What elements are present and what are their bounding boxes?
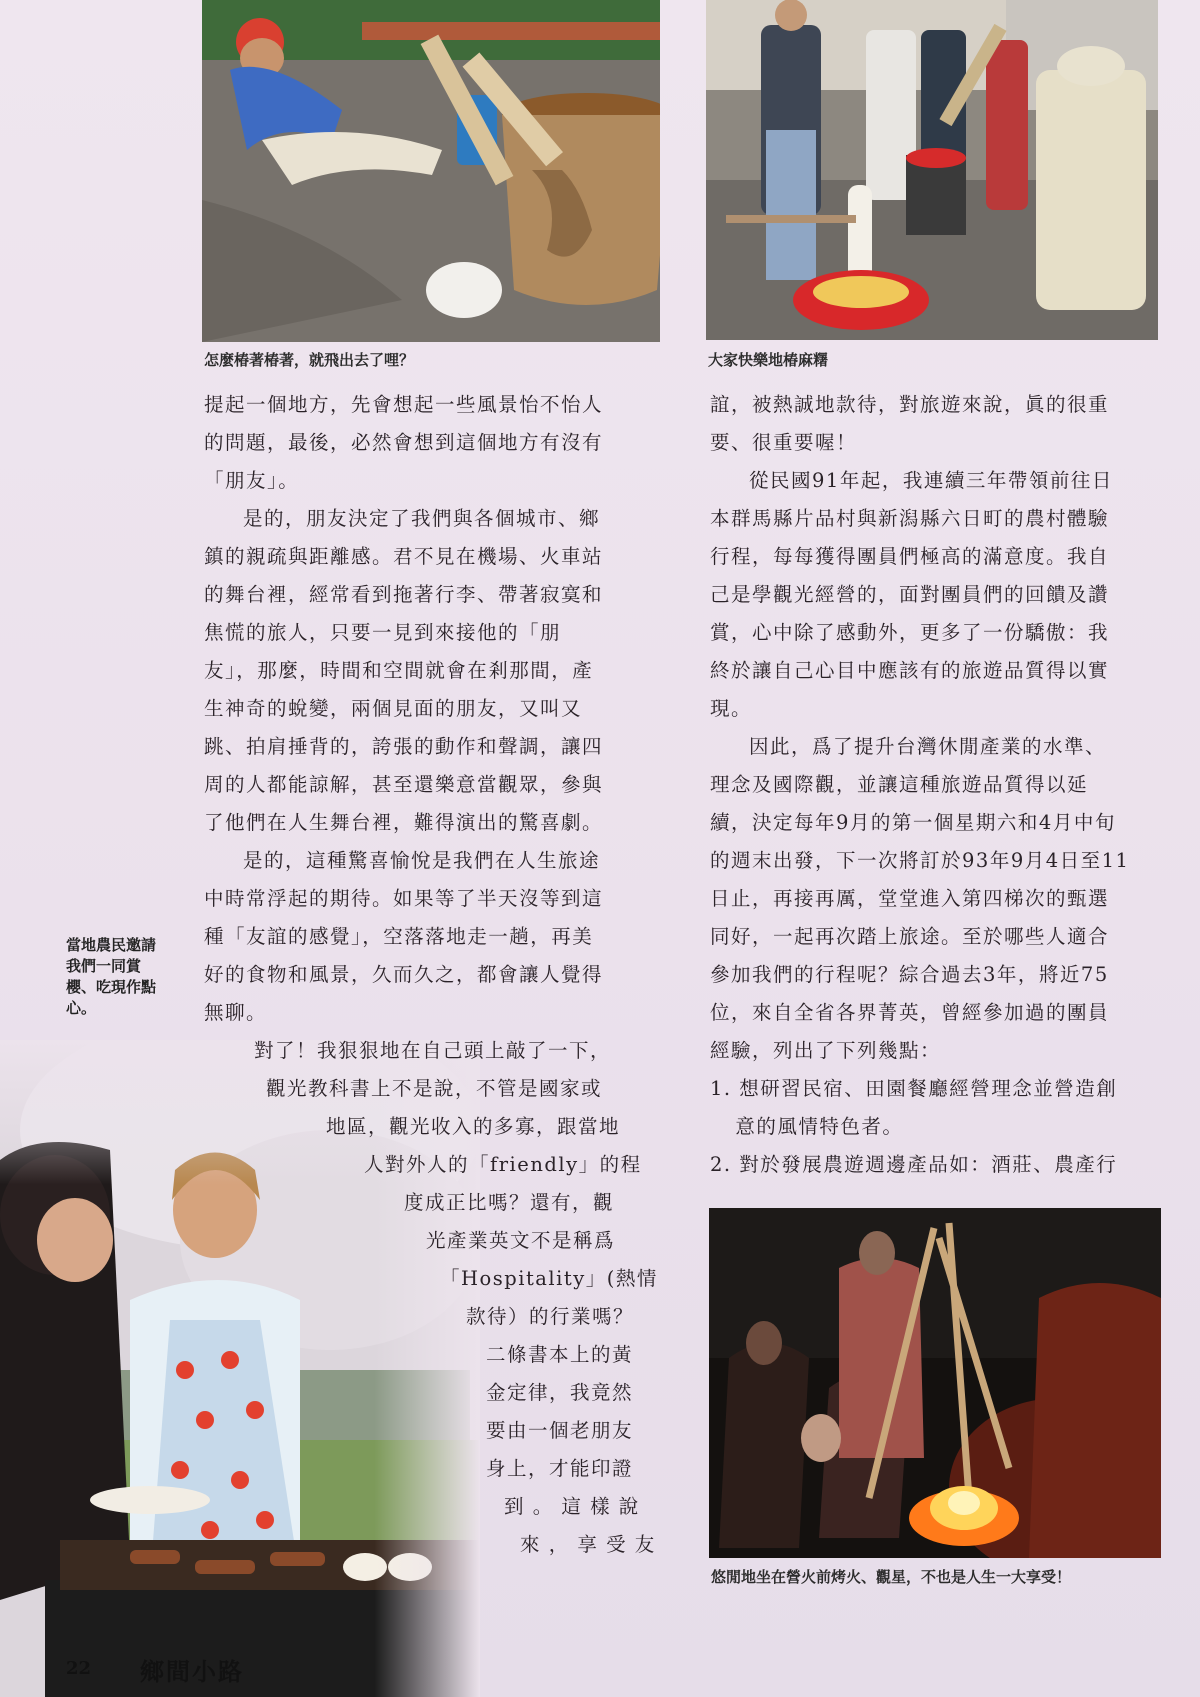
paragraph [710, 386, 1170, 462]
text-line: 生神奇的蛻變，兩個見面的朋友，又叫又 [204, 697, 583, 720]
text-line: 日止，再接再厲，堂堂進入第四梯次的甄選 [710, 887, 1110, 910]
paragraph [710, 728, 1170, 1070]
text-line: 是的，這種驚喜愉悅是我們在人生旅途 [243, 849, 601, 872]
list-item: 2. 對於發展農遊週邊產品如：酒莊、農產行 [710, 1153, 1118, 1176]
text-line: 同好，一起再次踏上旅途。至於哪些人適合 [710, 925, 1110, 948]
text-line: 光產業英文不是稱爲 [426, 1229, 616, 1252]
text-line: 因此，爲了提升台灣休閒產業的水準、 [749, 735, 1107, 758]
text-line: 的舞台裡，經常看到拖著行李、帶著寂寞和 [204, 583, 604, 606]
text-line: 終於讓自己心目中應該有的旅遊品質得以實 [710, 659, 1110, 682]
text-line: 現。 [710, 697, 753, 720]
photo-group-pounding-mochi [706, 0, 1158, 340]
page-number: 22 [66, 1658, 92, 1679]
caption-bottom-right: 悠閒地坐在營火前烤火、觀星，不也是人生一大享受！ [711, 1568, 1072, 1586]
text-line: 「Hospitality」(熱情 [440, 1267, 658, 1290]
text-line: 好的食物和風景，久而久之，都會讓人覺得 [204, 963, 604, 986]
text-line: 鎮的親疏與距離感。君不見在機場、火車站 [204, 545, 604, 568]
paragraph [204, 386, 664, 500]
caption-top-right: 大家快樂地椿麻糬 [708, 351, 829, 369]
text-line: 「朋友」。 [204, 469, 300, 492]
text-line: 周的人都能諒解，甚至還樂意當觀眾，參與 [204, 773, 604, 796]
text-line: 誼，被熱誠地款待，對旅遊來說，眞的很重 [710, 393, 1110, 416]
paragraph [204, 500, 664, 842]
text-line: 對了！我狠狠地在自己頭上敲了一下， [254, 1039, 612, 1062]
text-line: 度成正比嗎？還有，觀 [404, 1191, 615, 1214]
photo-mochi-pounding-fallen [202, 0, 660, 342]
side-note-caption: 當地農民邀請我們一同賞櫻、吃現作點心。 [66, 936, 157, 1017]
text-line: 身上，才能印證 [486, 1457, 634, 1480]
list-item-continuation: 意的風情特色者。 [735, 1115, 904, 1138]
text-line: 種「友誼的感覺」，空落落地走一趟，再美 [204, 925, 594, 948]
text-line: 人對外人的「friendly」的程 [364, 1153, 642, 1176]
numbered-list [710, 1070, 1170, 1184]
text-line: 的週末出發，下一次將訂於93年9月4日至11 [710, 849, 1130, 872]
paragraph [710, 462, 1170, 728]
text-line: 本群馬縣片品村與新潟縣六日町的農村體驗 [710, 507, 1110, 530]
text-line: 是的，朋友決定了我們與各個城市、鄉 [243, 507, 601, 530]
text-line: 行程，每每獲得團員們極高的滿意度。我自 [710, 545, 1110, 568]
paragraph [204, 842, 664, 1032]
text-line: 中時常浮起的期待。如果等了半天沒等到這 [204, 887, 604, 910]
text-line: 到 。 這 樣 說 [504, 1495, 640, 1518]
left-column [204, 386, 664, 1564]
text-line: 觀光教科書上不是說，不管是國家或 [266, 1077, 603, 1100]
text-line: 從民國91年起，我連續三年帶領前往日 [749, 469, 1113, 492]
magazine-logo: 鄉間小路 [140, 1657, 244, 1686]
text-line: 跳、拍肩捶背的，誇張的動作和聲調，讓四 [204, 735, 604, 758]
text-line: 金定律，我竟然 [486, 1381, 634, 1404]
text-line: 賞，心中除了感動外，更多了一份驕傲：我 [710, 621, 1110, 644]
text-line: 要、很重要喔！ [710, 431, 858, 454]
text-line: 無聊。 [204, 1001, 268, 1024]
right-column [710, 386, 1170, 1184]
text-line: 二條書本上的黃 [486, 1343, 634, 1366]
paragraph [204, 1032, 664, 1564]
text-line: 要由一個老朋友 [486, 1419, 634, 1442]
list-item: 1. 想研習民宿、田園餐廳經營理念並營造創 [710, 1077, 1118, 1100]
text-line: 款待）的行業嗎？ [466, 1305, 635, 1328]
text-line: 來 ， 享 受 友 [520, 1533, 656, 1556]
text-line: 焦慌的旅人，只要一見到來接他的「朋 [204, 621, 562, 644]
text-line: 續，決定每年9月的第一個星期六和4月中旬 [710, 811, 1116, 834]
text-line: 提起一個地方，先會想起一些風景怡不怡人 [204, 393, 604, 416]
photo-campfire-night [709, 1208, 1161, 1558]
text-line: 理念及國際觀，並讓這種旅遊品質得以延 [710, 773, 1089, 796]
caption-top-left: 怎麼椿著椿著，就飛出去了哩？ [204, 351, 415, 369]
text-line: 己是學觀光經營的，面對團員們的回饋及讚 [710, 583, 1110, 606]
text-line: 友」，那麼，時間和空間就會在剎那間，產 [204, 659, 594, 682]
text-line: 經驗，列出了下列幾點： [710, 1039, 942, 1062]
text-line: 地區，觀光收入的多寡，跟當地 [326, 1115, 621, 1138]
text-line: 參加我們的行程呢？綜合過去3年，將近75 [710, 963, 1109, 986]
text-line: 了他們在人生舞台裡，難得演出的驚喜劇。 [204, 811, 604, 834]
text-line: 位，來自全省各界菁英，曾經參加過的團員 [710, 1001, 1110, 1024]
text-line: 的問題，最後，必然會想到這個地方有沒有 [204, 431, 604, 454]
